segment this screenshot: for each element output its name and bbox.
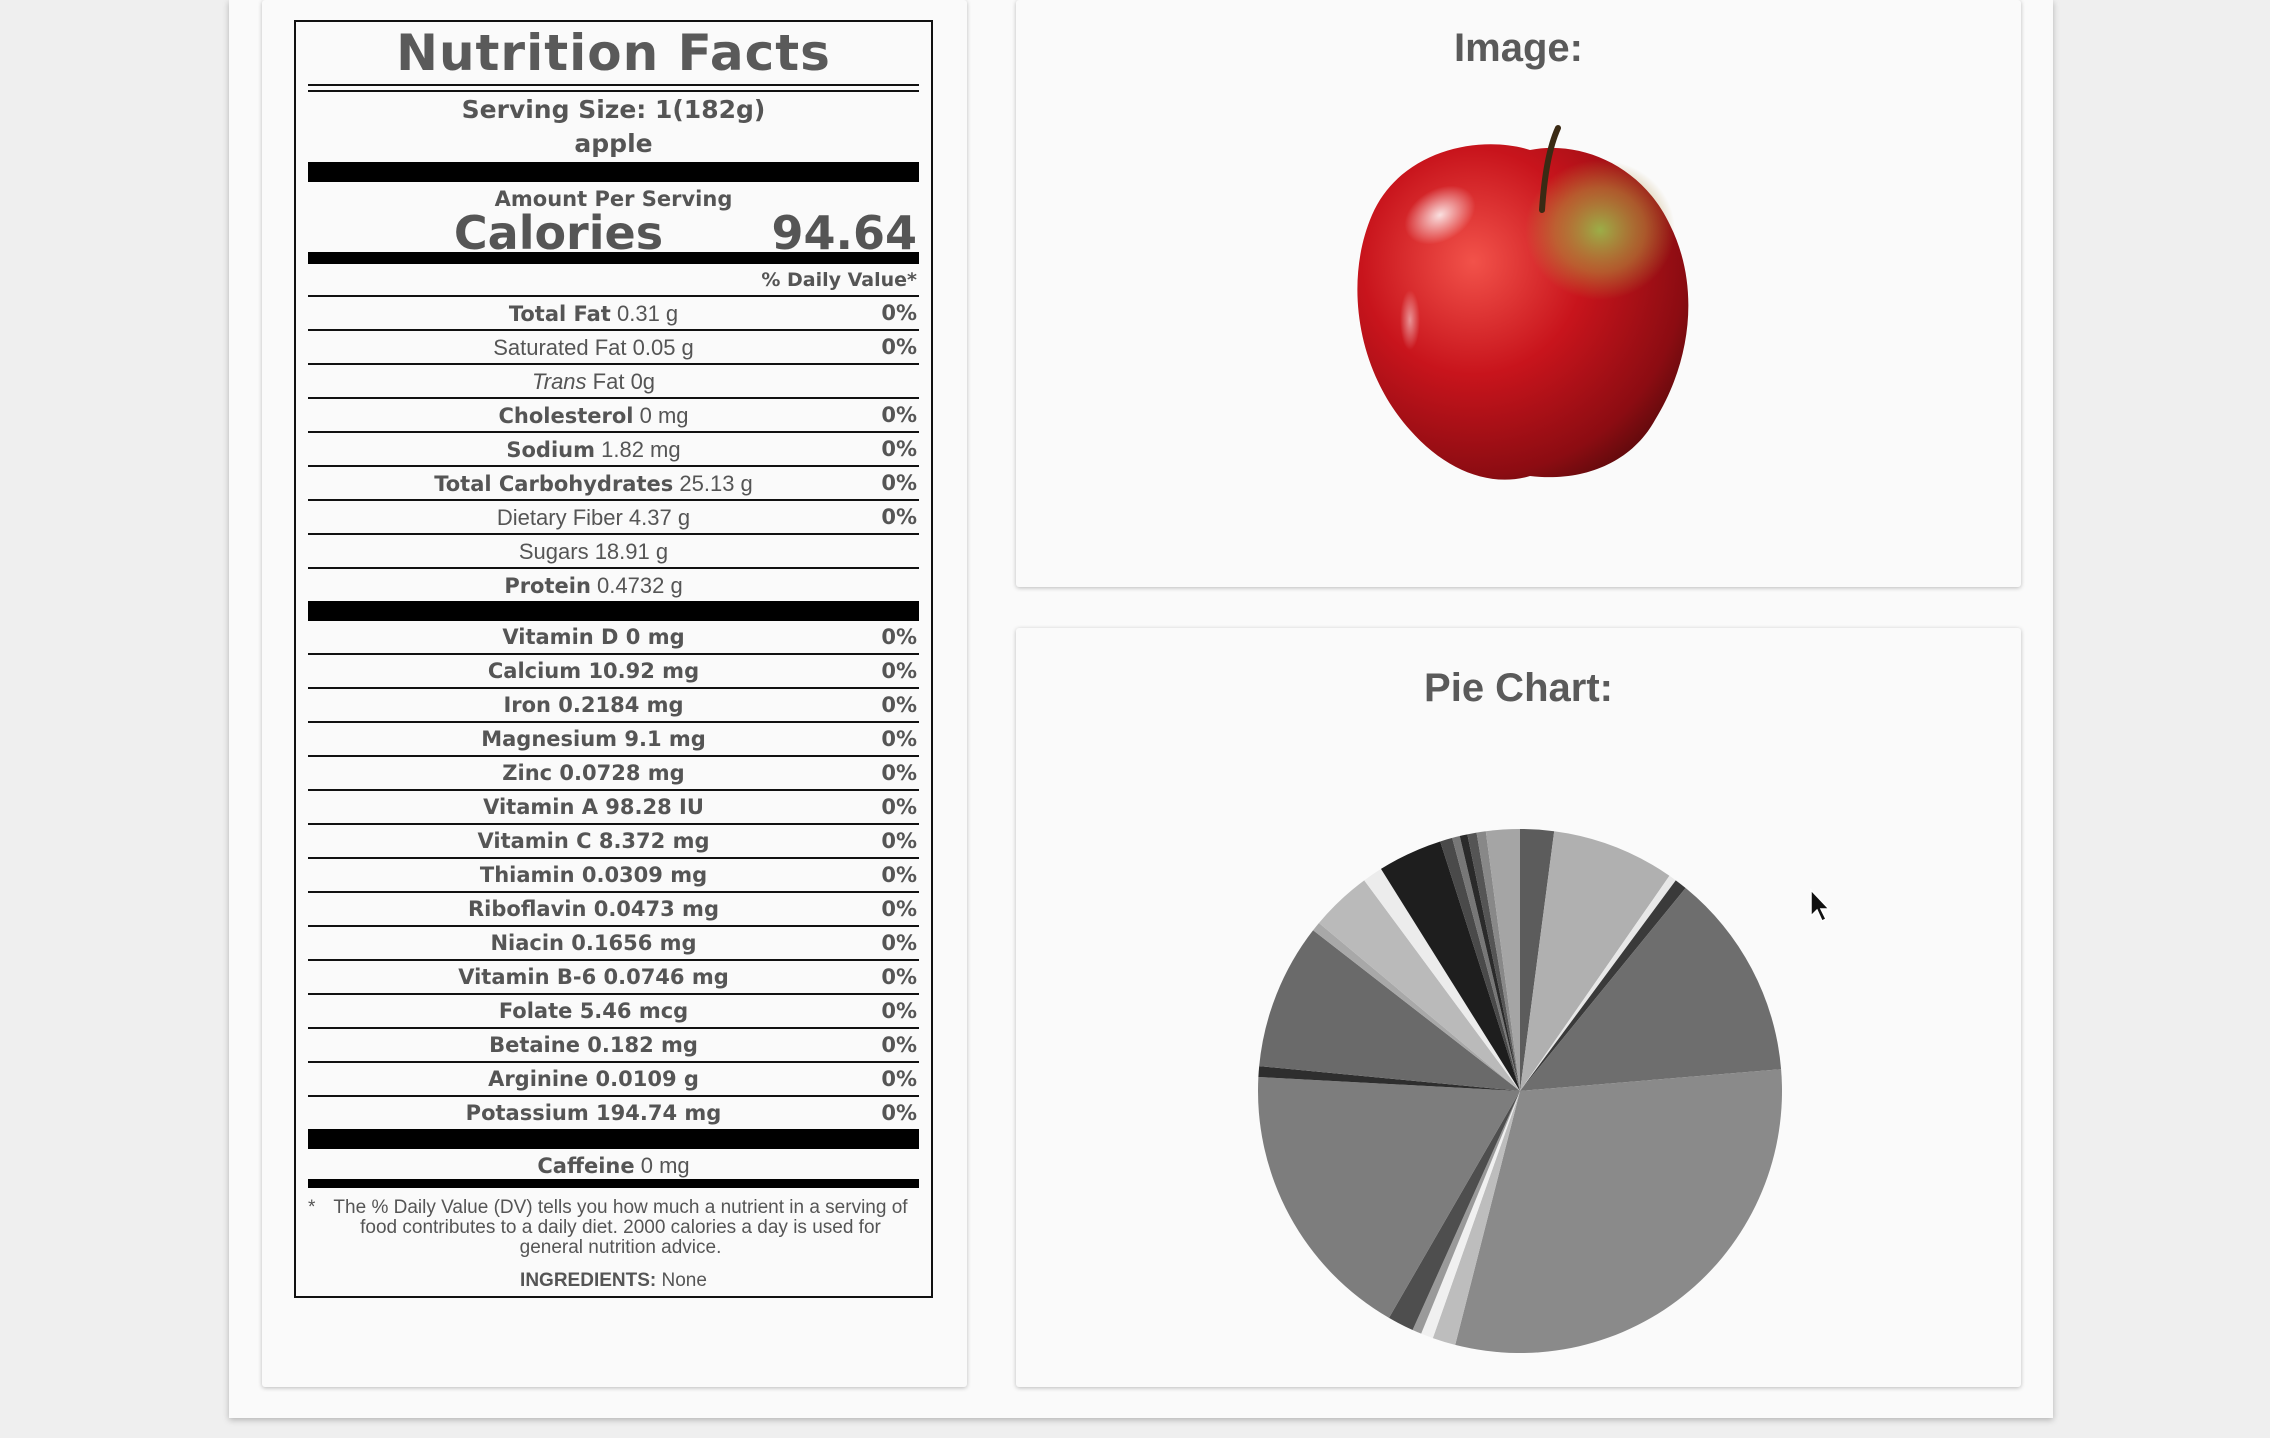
mouse-cursor-icon [1809,888,1833,924]
micronutrient-row: Potassium 194.74 mg 0% [308,1095,919,1129]
micronutrient-row: Vitamin B-6 0.0746 mg 0% [308,959,919,993]
nutrient-row-saturated-fat: Saturated Fat 0.05 g 0% [308,329,919,363]
calories-value: 94.64 [771,206,917,260]
daily-value-header: % Daily Value* [761,269,917,291]
micronutrient-row: Riboflavin 0.0473 mg 0% [308,891,919,925]
pie-card-title: Pie Chart: [1424,666,1613,710]
micronutrient-list [308,621,919,1129]
micronutrient-row: Niacin 0.1656 mg 0% [308,925,919,959]
amount-per-serving: Amount Per Serving [494,187,733,211]
nutrient-row-trans-fat: Trans Fat 0g [308,363,919,397]
nutrient-row-caffeine: Caffeine 0 mg [537,1153,690,1178]
nutrient-row-total-carbohydrates: Total Carbohydrates 25.13 g 0% [308,465,919,499]
thick-divider [308,1129,919,1149]
serving-size: Serving Size: 1(182g) [461,95,766,124]
nutrition-facts-label [294,20,933,1298]
micronutrient-row: Magnesium 9.1 mg 0% [308,721,919,755]
calories-label: Calories [453,206,664,260]
nutrient-row-sugars: Sugars 18.91 g [308,533,919,567]
nutrient-row-protein: Protein 0.4732 g [308,567,919,601]
nutrient-row-sodium: Sodium 1.82 mg 0% [308,431,919,465]
micronutrient-row: Betaine 0.182 mg 0% [308,1027,919,1061]
micronutrient-row: Iron 0.2184 mg 0% [308,687,919,721]
micronutrient-row: Zinc 0.0728 mg 0% [308,755,919,789]
micronutrient-row: Calcium 10.92 mg 0% [308,653,919,687]
micronutrient-row: Arginine 0.0109 g 0% [308,1061,919,1095]
daily-value-footnote: * The % Daily Value (DV) tells you how much a nutrient in a serving of food contributes to a daily diet. 2000 calories a day is used for general nutrition advice. [308,1197,908,1258]
apple-image [1330,120,1730,500]
calories-row [308,206,919,260]
micronutrient-row: Vitamin C 8.372 mg 0% [308,823,919,857]
nutrient-row-dietary-fiber: Dietary Fiber 4.37 g 0% [308,499,919,533]
thick-divider [308,162,919,182]
thick-divider [308,601,919,621]
nutrition-facts-title: Nutrition Facts [396,24,831,82]
nutrient-row-total-fat: Total Fat 0.31 g 0% [308,295,919,329]
ingredients: INGREDIENTS: None [520,1270,707,1291]
micronutrient-row: Vitamin D 0 mg 0% [502,625,917,649]
micronutrient-row: Vitamin A 98.28 IU 0% [308,789,919,823]
food-name: apple [574,129,653,158]
pie-chart [1255,826,1785,1356]
micronutrient-row: Folate 5.46 mcg 0% [308,993,919,1027]
nutrient-row-cholesterol: Cholesterol 0 mg 0% [308,397,919,431]
micronutrient-row: Thiamin 0.0309 mg 0% [308,857,919,891]
double-divider [308,84,919,92]
image-card-title: Image: [1454,26,1583,70]
